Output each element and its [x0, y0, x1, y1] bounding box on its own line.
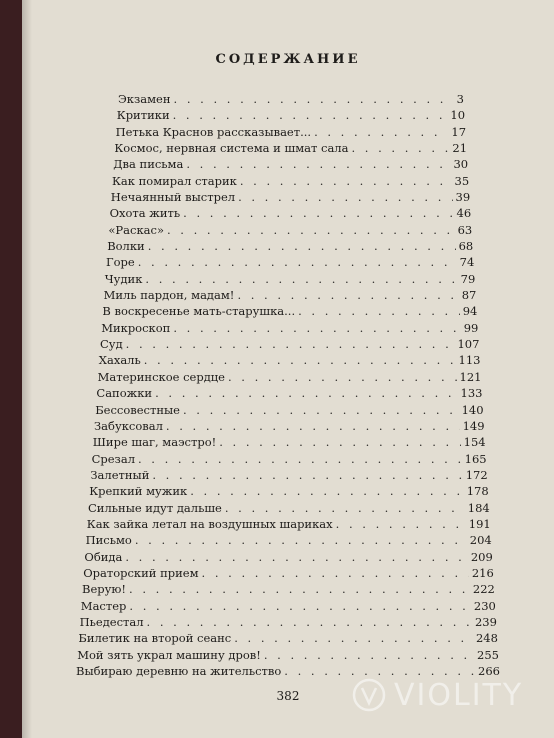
toc-entry-leader — [228, 370, 457, 385]
toc-entry — [114, 141, 467, 156]
toc-entry-page: 63 — [457, 222, 473, 237]
toc-entry-page: 248 — [475, 631, 498, 646]
toc-entry-leader — [147, 615, 472, 630]
toc-entry-leader — [125, 550, 467, 565]
toc-entry-title: Обида — [84, 549, 123, 564]
toc-entry-leader — [238, 190, 452, 205]
toc-entry-page: 87 — [461, 288, 477, 303]
toc-entry — [111, 190, 470, 205]
toc-entry-leader — [148, 239, 456, 254]
toc-entry-title: Крепкий мужик — [89, 484, 188, 499]
toc-entry-leader — [237, 288, 458, 303]
toc-entry-title: Микроскоп — [101, 320, 171, 335]
toc-entry-title: Выбираю деревню на жительство — [76, 664, 282, 678]
toc-entry — [112, 174, 469, 189]
toc-entry-title: Верую! — [82, 582, 127, 597]
toc-entry — [110, 206, 472, 221]
toc-entry — [108, 223, 472, 238]
watermark — [352, 672, 552, 718]
toc-entry — [113, 157, 468, 172]
toc-entry — [95, 403, 483, 418]
toc-entry — [118, 92, 464, 107]
toc-entry-title: Критики — [116, 108, 170, 123]
toc-entry-page: 184 — [467, 500, 490, 515]
toc-entry-page: 21 — [452, 141, 468, 156]
toc-entry-leader — [351, 141, 449, 156]
toc-entry-page: 35 — [454, 173, 470, 188]
toc-entry-page: 178 — [466, 484, 489, 499]
toc-entry-title: Космос, нервная система и шмат сала — [114, 141, 349, 156]
toc-entry-page: 216 — [471, 565, 494, 580]
toc-entry-page: 230 — [473, 598, 496, 613]
toc-entry — [102, 304, 477, 319]
toc-entry-leader — [166, 419, 460, 434]
toc-entry-leader — [234, 631, 473, 646]
watermark-text: VIOLITY — [394, 677, 524, 713]
toc-entry-page: 165 — [464, 451, 487, 466]
toc-entry — [98, 370, 482, 385]
toc-entry — [117, 108, 465, 123]
toc-entry-page: 3 — [456, 92, 464, 106]
toc-entry-leader — [186, 157, 450, 172]
toc-entry — [89, 484, 488, 499]
toc-entry — [92, 452, 487, 467]
toc-entry — [100, 337, 479, 352]
toc-entry-leader — [183, 206, 453, 221]
toc-entry-leader — [126, 337, 455, 352]
toc-entry-title: Мой зять украл машину дров! — [77, 647, 261, 662]
page-title: СОДЕРЖАНИЕ — [215, 52, 361, 67]
page-number: 382 — [276, 689, 300, 703]
toc-entry-leader — [144, 353, 456, 368]
toc-entry-page: 204 — [469, 533, 492, 548]
toc-entry-leader — [145, 272, 457, 287]
toc-entry — [78, 631, 498, 646]
toc-entry-title: Пьедестал — [79, 614, 144, 629]
toc-entry-page: 94 — [462, 304, 478, 319]
toc-entry-title: Горе — [106, 255, 135, 270]
toc-entry-title: Миль пардон, мадам! — [103, 288, 235, 303]
toc-entry — [82, 582, 495, 597]
toc-entry-title: В воскресенье мать-старушка... — [102, 304, 296, 319]
watermark-logo-icon — [352, 678, 386, 712]
toc-entry-title: Шире шаг, маэстро! — [92, 435, 217, 450]
toc-entry-title: Волки — [107, 239, 145, 254]
toc-entry-title: Забуксовал — [94, 418, 163, 433]
toc-entry-title: Два письма — [113, 157, 184, 172]
toc-entry-leader — [183, 403, 459, 418]
toc-entry-leader — [314, 125, 448, 140]
toc-entry-title: Ораторский прием — [83, 565, 199, 580]
toc-entry — [83, 566, 494, 581]
toc-entry-page: 172 — [465, 467, 488, 482]
toc-entry-title: Сапожки — [96, 386, 153, 401]
toc-entry — [105, 272, 476, 287]
toc-entry — [88, 501, 490, 516]
table-of-contents — [22, 0, 554, 738]
toc-entry-page: 140 — [461, 402, 484, 417]
toc-entry-leader — [167, 223, 455, 238]
toc-entry — [81, 599, 496, 614]
toc-entry-title: Материнское сердце — [97, 369, 225, 384]
toc-entry-leader — [264, 648, 474, 663]
toc-entry-leader — [173, 321, 460, 336]
toc-entry-title: Хахаль — [98, 353, 141, 368]
toc-entry-page: 154 — [463, 435, 486, 450]
toc-entry-leader — [190, 484, 463, 499]
toc-entry-leader — [219, 435, 460, 450]
toc-entry — [99, 353, 481, 368]
toc-entry — [107, 239, 473, 254]
toc-entry-title: Петька Краснов рассказывает... — [115, 124, 312, 139]
toc-entry-page: 107 — [457, 337, 480, 352]
toc-entry — [90, 468, 487, 483]
toc-entry-leader — [173, 108, 448, 123]
toc-entry-leader — [152, 468, 462, 483]
toc-entry-title: Охота жить — [109, 206, 181, 221]
toc-entry-title: Нечаянный выстрел — [110, 190, 236, 205]
toc-entry-page: 46 — [456, 206, 472, 221]
toc-entry — [84, 550, 492, 565]
toc-entry-title: «Раскас» — [108, 222, 164, 237]
toc-entry-page: 149 — [462, 418, 485, 433]
toc-entry-page: 239 — [474, 614, 497, 629]
toc-entry-title: Как помирал старик — [112, 173, 237, 188]
toc-entry-page: 17 — [451, 124, 467, 139]
toc-entry-title: Письмо — [85, 533, 132, 548]
toc-entry-page: 222 — [472, 582, 495, 597]
toc-entry-leader — [240, 174, 452, 189]
toc-entry-leader — [135, 533, 467, 548]
toc-entry — [86, 533, 492, 548]
toc-entry-leader — [298, 304, 460, 319]
toc-entry-leader — [174, 92, 454, 107]
toc-entry — [93, 435, 486, 450]
toc-entry-title: Залетный — [90, 467, 150, 482]
toc-entry-page: 266 — [478, 664, 500, 678]
toc-entry-title: Бессовестные — [95, 402, 180, 417]
toc-entry — [87, 517, 491, 532]
toc-entry-leader — [202, 566, 469, 581]
toc-entry — [106, 255, 474, 270]
toc-entry-page: 121 — [459, 369, 482, 384]
toc-entry-title: Как зайка летал на воздушных шариках — [86, 516, 333, 531]
toc-entry-page: 255 — [477, 647, 499, 662]
toc-entry-title: Сильные идут дальше — [88, 500, 222, 515]
toc-entry-title: Экзамен — [118, 92, 171, 106]
toc-entry-page: 133 — [460, 386, 483, 401]
toc-entry-title: Билетик на второй сеанс — [78, 631, 232, 646]
toc-entry — [77, 648, 499, 663]
toc-entry — [94, 419, 485, 434]
toc-entry-leader — [129, 599, 471, 614]
toc-entry — [116, 125, 466, 140]
toc-entry-page: 191 — [468, 516, 491, 531]
toc-entry-page: 39 — [455, 190, 471, 205]
toc-entry — [104, 288, 477, 303]
toc-entry-page: 10 — [450, 108, 466, 123]
toc-entry-title: Мастер — [80, 598, 127, 613]
toc-entry — [101, 321, 478, 336]
toc-entry-leader — [225, 501, 465, 516]
toc-entry-page: 30 — [453, 157, 469, 172]
toc-entry-leader — [138, 255, 457, 270]
toc-entry-page: 79 — [460, 271, 476, 286]
toc-entry-page: 113 — [458, 353, 481, 368]
toc-entry-title: Суд — [100, 337, 123, 352]
toc-entry — [96, 386, 482, 401]
book-page — [22, 0, 554, 738]
toc-entry-page: 209 — [470, 549, 493, 564]
toc-entry-title: Чудик — [104, 271, 143, 286]
toc-entry-leader — [138, 452, 462, 467]
toc-entry-page: 74 — [459, 255, 475, 270]
toc-entry-leader — [155, 386, 457, 401]
toc-entry — [80, 615, 497, 630]
toc-entry-leader — [336, 517, 466, 532]
toc-entry-leader — [129, 582, 470, 597]
toc-entry-page: 99 — [463, 320, 479, 335]
toc-entry-page: 68 — [458, 239, 474, 254]
toc-entry-title: Срезал — [91, 451, 135, 466]
